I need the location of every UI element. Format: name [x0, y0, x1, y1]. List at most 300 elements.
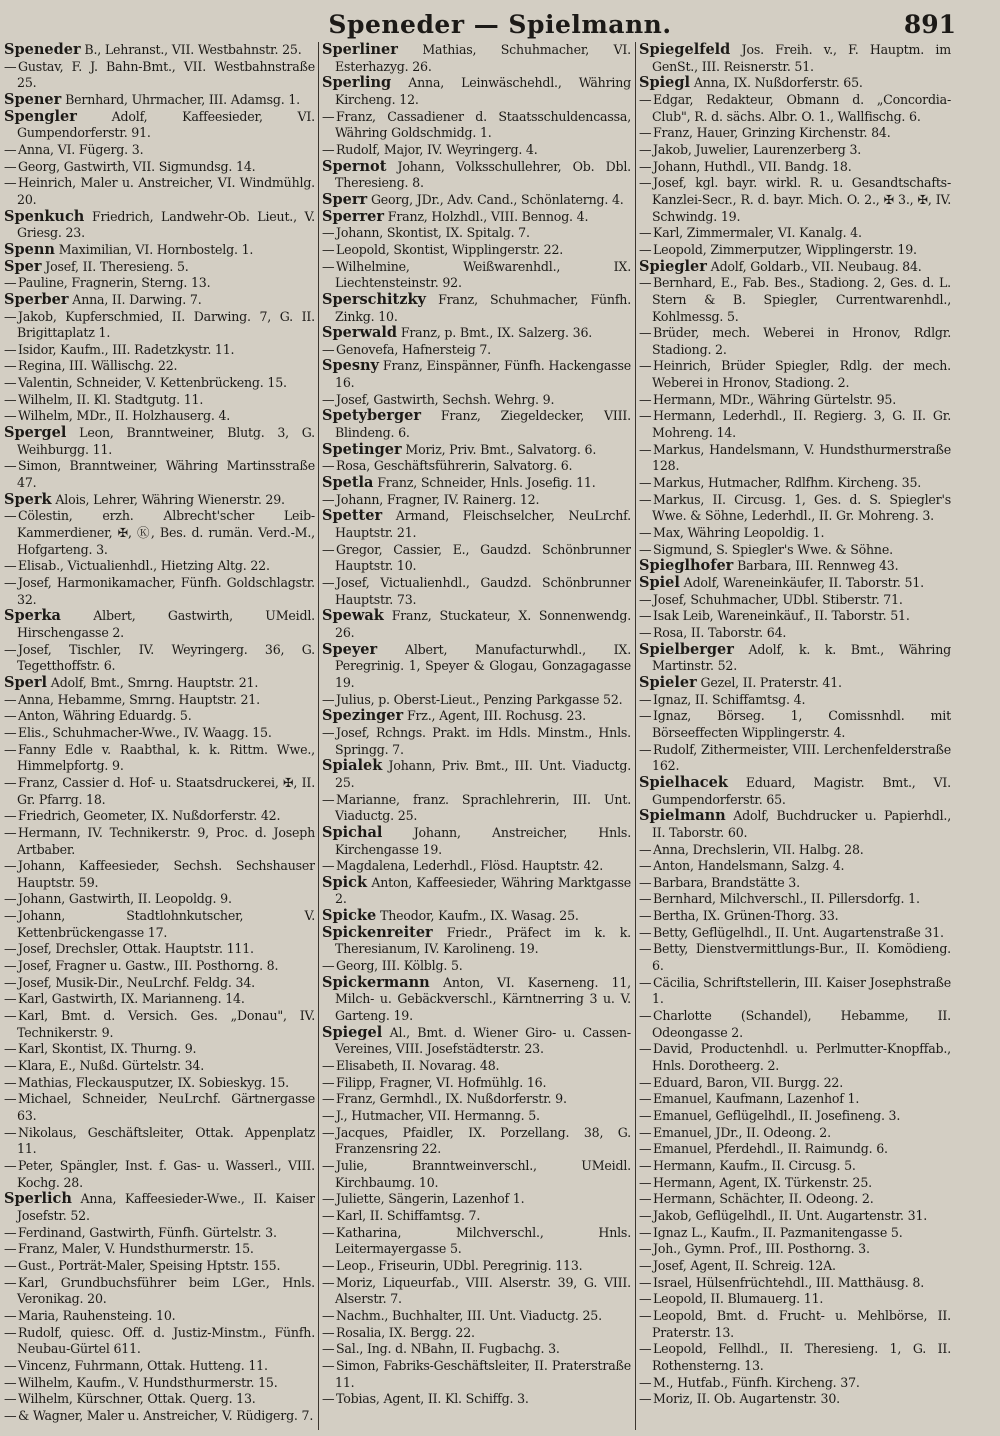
entry-details: Franz, Schuhmacher, Fünfh. Zinkg. 10.: [335, 291, 631, 324]
entry-surname: Sperliner: [322, 42, 398, 58]
directory-entry: [4, 692, 315, 709]
ditto-dash: —: [4, 1091, 17, 1107]
entry-details: Betty, Geflügelhdl., II. Unt. Augartenstraße 31.: [653, 924, 944, 940]
ditto-dash: —: [639, 241, 652, 257]
directory-entry: [4, 825, 315, 858]
ditto-dash: —: [4, 1324, 17, 1340]
directory-entry: [639, 492, 951, 525]
entry-details: Mathias, Fleckausputzer, IX. Sobieskyg. 15.: [18, 1074, 289, 1090]
ditto-dash: —: [4, 141, 17, 157]
directory-entry: [639, 775, 951, 808]
directory-entry: [4, 975, 315, 992]
ditto-dash: —: [639, 591, 652, 607]
entry-details: Adolf, Buchdrucker u. Papierhdl., II. Taborstr. 60.: [652, 808, 951, 840]
entry-details: Leopold, Skontist, Wipplingerstr. 22.: [336, 241, 564, 257]
entry-details: Al., Bmt. d. Wiener Giro- u. Cassen-Vereines, VIII. Josefstädterstr. 23.: [335, 1024, 631, 1057]
ditto-dash: —: [639, 175, 652, 191]
directory-entry: [639, 125, 951, 142]
entry-details: Anna, Kaffeesieder-Wwe., II. Kaiser Josefstr. 52.: [17, 1191, 315, 1223]
entry-details: Wilhelmine, Weißwarenhdl., IX. Liechtensteinstr. 92.: [335, 258, 631, 291]
directory-entry: [639, 1241, 951, 1258]
entry-details: Josef, Tischler, IV. Weyringerg. 36, G. Tegetthoffstr. 6.: [17, 641, 315, 674]
entry-details: Josef, Schuhmacher, UDbl. Stiberstr. 71.: [653, 591, 903, 607]
entry-details: Filipp, Fragner, VI. Hofmühlg. 16.: [336, 1074, 547, 1090]
ditto-dash: —: [639, 1257, 652, 1273]
entry-details: Jos. Freih. v., F. Hauptm. im GenSt., III. Reisnerstr. 51.: [652, 42, 951, 74]
entry-details: Bertha, IX. Grünen-Thorg. 33.: [653, 908, 839, 924]
entry-details: Karl, Grundbuchsführer beim LGer., Hnls. Veronikag. 20.: [17, 1274, 315, 1307]
entry-surname: Spick: [322, 873, 367, 891]
directory-entry: [639, 242, 951, 259]
directory-entry: [639, 325, 951, 358]
ditto-dash: —: [322, 341, 335, 357]
directory-entry: [639, 408, 951, 441]
ditto-dash: —: [639, 358, 652, 374]
directory-entry: [322, 1358, 631, 1391]
directory-entry: [4, 558, 315, 575]
entry-details: Franz, Einspänner, Fünfh. Hackengasse 16.: [335, 358, 631, 391]
entry-details: Max, Währing Leopoldig. 1.: [653, 525, 825, 541]
entry-details: Albert, Gastwirth, UMeidl. Hirschengasse 2.: [17, 608, 315, 640]
entry-details: Edgar, Redakteur, Obmann d. „Concordia-Club", R. d. sächs. Albr. O. 1., Wallfischg. 6.: [652, 91, 951, 124]
entry-details: Simon, Branntweiner, Währing Martinsstraße 47.: [17, 458, 315, 491]
entry-details: Franz, Stuckateur, X. Sonnenwendg. 26.: [335, 608, 631, 640]
entry-details: Albert, Manufacturwhdl., IX. Peregrinig. 1, Speyer & Glogau, Gonzagagasse 19.: [335, 641, 631, 690]
ditto-dash: —: [322, 1157, 335, 1173]
entry-details: Adolf, Goldarb., VII. Neubaug. 84.: [710, 258, 922, 274]
entry-details: Moriz, Priv. Bmt., Salvatorg. 6.: [405, 441, 597, 457]
ditto-dash: —: [639, 1008, 652, 1024]
entry-surname: Spiegelfeld: [639, 42, 731, 58]
entry-details: Leon, Branntweiner, Blutg. 3, G. Weihburgg. 11.: [17, 425, 315, 457]
entry-details: Anna, VI. Fügerg. 3.: [18, 141, 144, 157]
directory-entry: [639, 1008, 951, 1041]
ditto-dash: —: [4, 158, 17, 174]
ditto-dash: —: [322, 1191, 335, 1207]
entry-details: Maria, Rauhensteing. 10.: [18, 1307, 176, 1323]
directory-entry: [322, 408, 631, 441]
column-2: [322, 42, 631, 1430]
entry-surname: Spetinger: [322, 440, 402, 458]
ditto-dash: —: [639, 1374, 652, 1390]
ditto-dash: —: [4, 808, 17, 824]
ditto-dash: —: [639, 525, 652, 541]
ditto-dash: —: [4, 908, 17, 924]
directory-entry: [322, 608, 631, 641]
entry-details: Johann, Anstreicher, Hnls. Kirchengasse 19.: [335, 824, 631, 857]
directory-entry: [4, 1075, 315, 1092]
directory-entry: [4, 508, 315, 558]
directory-entry: [4, 1325, 315, 1358]
ditto-dash: —: [322, 1257, 335, 1273]
ditto-dash: —: [4, 741, 17, 757]
entry-details: Markus, Hutmacher, Rdlfhm. Kircheng. 35.: [653, 475, 922, 491]
entry-details: Anna, Hebamme, Smrng. Hauptstr. 21.: [18, 691, 260, 707]
entry-surname: Spickermann: [322, 973, 430, 991]
directory-entry: [322, 458, 631, 475]
ditto-dash: —: [322, 1224, 335, 1240]
directory-entry: [322, 159, 631, 192]
directory-entry: [639, 592, 951, 609]
directory-entry: [639, 642, 951, 675]
entry-details: Markus, Handelsmann, V. Hundsthurmerstraße 128.: [652, 441, 951, 474]
entry-details: Josef, Rchngs. Prakt. im Hdls. Minstm., Hnls. Springg. 7.: [335, 724, 631, 757]
ditto-dash: —: [639, 1041, 652, 1057]
entry-details: Rosa, Geschäftsführerin, Salvatorg. 6.: [336, 458, 573, 474]
ditto-dash: —: [4, 1074, 17, 1090]
ditto-dash: —: [4, 824, 17, 840]
ditto-dash: —: [322, 958, 335, 974]
entry-details: Moriz, Liqueurfab., VIII. Alserstr. 39, G. VIII. Alserstr. 7.: [335, 1274, 631, 1307]
directory-entry: [639, 1225, 951, 1242]
entry-details: Gustav, F. J. Bahn-Bmt., VII. Westbahnstraße 25.: [17, 58, 315, 91]
entry-details: Anton, VI. Kaserneng. 11, Milch- u. Gebäckverschl., Kärntnerring 3 u. V. Garteng. 19.: [335, 974, 631, 1024]
entry-surname: Spetla: [322, 474, 374, 492]
ditto-dash: —: [4, 974, 17, 990]
directory-entry: [4, 358, 315, 375]
directory-entry: [639, 891, 951, 908]
ditto-dash: —: [4, 408, 17, 424]
directory-entry: [639, 1125, 951, 1142]
entry-surname: Speyer: [322, 640, 378, 658]
ditto-dash: —: [4, 941, 17, 957]
ditto-dash: —: [322, 1274, 335, 1290]
entry-details: Franz, Ziegeldecker, VIII. Blindeng. 6.: [335, 408, 631, 441]
column-divider: [318, 42, 319, 1430]
directory-entry: [639, 1258, 951, 1275]
directory-entry: [322, 925, 631, 958]
entry-details: Josef, kgl. bayr. wirkl. R. u. Gesandtschafts-Kanzlei-Secr., R. d. bayr. Mich. O. 2., ✠ 3., ✠, IV. Schwindg. 19.: [652, 175, 951, 224]
directory-entry: [322, 542, 631, 575]
entry-details: Emanuel, Pferdehdl., II. Raimundg. 6.: [653, 1141, 888, 1157]
directory-entry: [4, 1258, 315, 1275]
entry-details: Johann, Kaffeesieder, Sechsh. Sechshauser Hauptstr. 59.: [17, 858, 315, 890]
ditto-dash: —: [639, 924, 652, 940]
ditto-dash: —: [4, 1257, 17, 1273]
entry-surname: Sperschitzky: [322, 290, 426, 308]
ditto-dash: —: [4, 175, 17, 191]
entry-details: Anna, IX. Nußdorferstr. 65.: [693, 75, 863, 91]
directory-entry: [639, 808, 951, 841]
directory-entry: [4, 42, 315, 59]
entry-details: Hermann, Schächter, II. Odeong. 2.: [653, 1191, 874, 1207]
directory-entry: [639, 575, 951, 592]
entry-surname: Spialek: [322, 757, 383, 775]
ditto-dash: —: [4, 1307, 17, 1323]
entry-details: Julie, Branntweinverschl., UMeidl. Kirchbaumg. 10.: [335, 1157, 631, 1190]
entry-surname: Spetter: [322, 507, 383, 525]
entry-details: Franz, Cassier d. Hof- u. Staatsdruckerei, ✠, II. Gr. Pfarrg. 18.: [17, 774, 315, 807]
ditto-dash: —: [322, 1324, 335, 1340]
directory-entry: [322, 1108, 631, 1125]
entry-details: Emanuel, JDr., II. Odeong. 2.: [653, 1124, 831, 1140]
directory-entry: [639, 675, 951, 692]
ditto-dash: —: [4, 1157, 17, 1173]
entry-surname: Spieler: [639, 673, 697, 691]
entry-details: Georg, III. Kölblg. 5.: [336, 958, 463, 974]
ditto-dash: —: [639, 441, 652, 457]
entry-details: Johann, Priv. Bmt., III. Unt. Viaductg. 25.: [335, 758, 631, 790]
directory-entry: [4, 1158, 315, 1191]
directory-entry: [322, 975, 631, 1025]
directory-entry: [639, 92, 951, 125]
entry-details: Peter, Spängler, Inst. f. Gas- u. Wasserl., VIII. Kochg. 28.: [17, 1157, 315, 1190]
ditto-dash: —: [4, 358, 17, 374]
entry-details: Josef, Drechsler, Ottak. Hauptstr. 111.: [18, 941, 254, 957]
directory-entry: [4, 808, 315, 825]
entry-surname: Spenn: [4, 240, 55, 258]
entry-details: Johann, Skontist, IX. Spitalg. 7.: [336, 225, 530, 241]
entry-details: Barbara, III. Rennweg 43.: [737, 558, 899, 574]
entry-details: Hermann, IV. Technikerstr. 9, Proc. d. Joseph Artbaber.: [17, 824, 315, 857]
entry-surname: Spichal: [322, 823, 383, 841]
entry-details: Josef, Gastwirth, Sechsh. Wehrg. 9.: [336, 391, 555, 407]
entry-surname: Spielmann: [639, 807, 726, 825]
entry-details: Rudolf, Zithermeister, VIII. Lerchenfelderstraße 162.: [652, 741, 951, 774]
directory-entry: [4, 742, 315, 775]
ditto-dash: —: [322, 1074, 335, 1090]
ditto-dash: —: [322, 225, 335, 241]
directory-entry: [639, 858, 951, 875]
directory-entry: [322, 109, 631, 142]
ditto-dash: —: [322, 258, 335, 274]
directory-entry: [639, 742, 951, 775]
entry-details: Moriz, II. Ob. Augartenstr. 30.: [653, 1391, 840, 1407]
ditto-dash: —: [4, 958, 17, 974]
directory-entry: [4, 209, 315, 242]
entry-surname: Spetyberger: [322, 407, 421, 425]
entry-details: Josef, Victualienhdl., Gaudzd. Schönbrunner Hauptstr. 73.: [335, 575, 631, 607]
directory-entry: [639, 908, 951, 925]
entry-details: Armand, Fleischselcher, NeuLrchf. Hauptstr. 21.: [335, 508, 631, 541]
directory-entry: [639, 525, 951, 542]
entry-details: Johann, Gastwirth, II. Leopoldg. 9.: [18, 891, 232, 907]
entry-details: Betty, Dienstvermittlungs-Bur., II. Komödieng. 6.: [652, 941, 951, 974]
entry-details: & Wagner, Maler u. Anstreicher, V. Rüdigerg. 7.: [18, 1407, 314, 1423]
ditto-dash: —: [322, 691, 335, 707]
entry-details: Karl, Bmt. d. Versich. Ges. „Donau", IV. Technikerstr. 9.: [17, 1008, 315, 1040]
directory-entry: [322, 292, 631, 325]
directory-entry: [4, 725, 315, 742]
directory-entry: [639, 1158, 951, 1175]
ditto-dash: —: [322, 791, 335, 807]
ditto-dash: —: [322, 1357, 335, 1373]
ditto-dash: —: [639, 1141, 652, 1157]
ditto-dash: —: [4, 1008, 17, 1024]
directory-entry: [639, 708, 951, 741]
entry-details: Sal., Ing. d. NBahn, II. Fugbachg. 3.: [336, 1341, 560, 1357]
directory-entry: [322, 325, 631, 342]
directory-entry: [4, 109, 315, 142]
directory-entry: [322, 858, 631, 875]
entry-surname: Sperlich: [4, 1190, 72, 1208]
ditto-dash: —: [4, 708, 17, 724]
entry-details: Hermann, Agent, IX. Türkenstr. 25.: [653, 1174, 872, 1190]
entry-details: Elisab., Victualienhdl., Hietzing Altg. 22.: [18, 558, 270, 574]
ditto-dash: —: [322, 1108, 335, 1123]
entry-details: Friedrich, Landwehr-Ob. Lieut., V. Griesg. 23.: [17, 208, 315, 241]
directory-entry: [639, 1341, 951, 1374]
entry-details: Leopold, II. Blumauerg. 11.: [653, 1291, 824, 1307]
directory-entry: [639, 1375, 951, 1392]
entry-details: Wilhelm, Kürschner, Ottak. Querg. 13.: [18, 1391, 256, 1407]
ditto-dash: —: [4, 375, 17, 391]
directory-entry: [4, 1358, 315, 1375]
directory-entry: [4, 958, 315, 975]
entry-details: Anna, II. Darwing. 7.: [72, 291, 202, 307]
directory-entry: [639, 925, 951, 942]
entry-details: Heinrich, Maler u. Anstreicher, VI. Windmühlg. 20.: [17, 175, 315, 207]
entry-details: Ignaz, Börseg. 1, Comissnhdl. mit Börseeffecten Wipplingerstr. 4.: [652, 708, 951, 740]
ditto-dash: —: [4, 341, 17, 357]
directory-entry: [322, 792, 631, 825]
ditto-dash: —: [639, 1191, 652, 1207]
entry-surname: Spickenreiter: [322, 923, 433, 941]
entry-details: Johann, Stadtlohnkutscher, V. Kettenbrückengasse 17.: [17, 908, 315, 940]
entry-surname: Sperber: [4, 290, 69, 308]
entry-details: Eduard, Magistr. Bmt., VI. Gumpendorferstr. 65.: [652, 774, 951, 807]
ditto-dash: —: [639, 1074, 652, 1090]
directory-entry: [4, 908, 315, 941]
entry-details: Adolf, Bmt., Smrng. Hauptstr. 21.: [50, 674, 259, 690]
ditto-dash: —: [4, 891, 17, 907]
ditto-dash: —: [322, 241, 335, 257]
ditto-dash: —: [639, 908, 652, 924]
ditto-dash: —: [4, 58, 17, 74]
entry-details: Rosa, II. Taborstr. 64.: [653, 624, 787, 640]
ditto-dash: —: [4, 1124, 17, 1140]
entry-details: Emanuel, Kaufmann, Lazenhof 1.: [653, 1091, 860, 1107]
directory-entry: [639, 842, 951, 859]
ditto-dash: —: [639, 1108, 652, 1123]
entry-details: Juliette, Sängerin, Lazenhof 1.: [336, 1191, 525, 1207]
entry-surname: Spiegel: [322, 1023, 383, 1041]
entry-details: M., Hutfab., Fünfh. Kircheng. 37.: [653, 1374, 860, 1390]
directory-entry: [4, 492, 315, 509]
directory-entry: [4, 259, 315, 276]
page-title: Speneder — Spielmann.: [328, 10, 672, 39]
entry-details: Franz, Holzhdl., VIII. Bennog. 4.: [387, 208, 589, 224]
directory-entry: [322, 242, 631, 259]
directory-entry: [322, 209, 631, 226]
ditto-dash: —: [639, 1291, 652, 1307]
ditto-dash: —: [639, 624, 652, 640]
entry-details: Jakob, Kupferschmied, II. Darwing. 7, G. II. Brigittaplatz 1.: [17, 308, 315, 341]
directory-entry: [4, 1241, 315, 1258]
ditto-dash: —: [4, 391, 17, 407]
directory-entry: [322, 758, 631, 791]
entry-details: Vincenz, Fuhrmann, Ottak. Hutteng. 11.: [18, 1357, 268, 1373]
entry-details: Karl, Zimmermaler, VI. Kanalg. 4.: [653, 225, 862, 241]
entry-surname: Spenkuch: [4, 207, 85, 225]
entry-surname: Sperling: [322, 74, 392, 92]
directory-entry: [639, 259, 951, 276]
ditto-dash: —: [639, 1091, 652, 1107]
entry-surname: Sperr: [322, 190, 368, 208]
entry-surname: Speneder: [4, 42, 81, 58]
entry-details: Josef, Fragner u. Gastw., III. Posthorng. 8.: [18, 958, 279, 974]
directory-entry: [639, 358, 951, 391]
directory-entry: [322, 692, 631, 709]
ditto-dash: —: [639, 608, 652, 624]
entry-surname: Sperwald: [322, 324, 397, 342]
entry-details: Franz, Schneider, Hnls. Josefig. 11.: [377, 475, 596, 491]
entry-details: Klara, E., Nußd. Gürtelstr. 34.: [18, 1058, 205, 1074]
ditto-dash: —: [639, 1307, 652, 1323]
directory-entry: [639, 692, 951, 709]
ditto-dash: —: [639, 1391, 652, 1407]
directory-entry: [639, 1275, 951, 1292]
directory-entry: [4, 375, 315, 392]
directory-entry: [4, 941, 315, 958]
ditto-dash: —: [639, 858, 652, 874]
entry-details: Mathias, Schuhmacher, VI. Esterhazyg. 26.: [335, 42, 631, 74]
entry-details: Rudolf, quiesc. Off. d. Justiz-Minstm., Fünfh. Neubau-Gürtel 611.: [17, 1324, 315, 1357]
ditto-dash: —: [322, 1207, 335, 1223]
entry-details: Anna, Leinwäschehdl., Währing Kircheng. 12.: [335, 75, 631, 107]
directory-entry: [322, 725, 631, 758]
directory-entry: [639, 1075, 951, 1092]
directory-entry: [4, 142, 315, 159]
ditto-dash: —: [4, 575, 17, 590]
directory-entry: [639, 1208, 951, 1225]
directory-entry: [322, 1391, 631, 1408]
directory-entry: [4, 1375, 315, 1392]
directory-entry: [322, 192, 631, 209]
entry-surname: Spiegl: [639, 74, 690, 92]
ditto-dash: —: [639, 541, 652, 557]
entry-details: Charlotte (Schandel), Hebamme, II. Odeongasse 2.: [652, 1008, 951, 1040]
directory-entry: [4, 608, 315, 641]
ditto-dash: —: [639, 691, 652, 707]
directory-entry: [4, 1225, 315, 1242]
ditto-dash: —: [4, 1041, 17, 1057]
entry-details: Franz, Cassadiener d. Staatsschuldencassa, Währing Goldschmidg. 1.: [335, 108, 631, 141]
directory-entry: [322, 225, 631, 242]
directory-entry: [639, 142, 951, 159]
ditto-dash: —: [4, 458, 17, 474]
entry-details: Elisabeth, II. Novarag. 48.: [336, 1058, 500, 1074]
entry-details: B., Lehranst., VII. Westbahnstr. 25.: [84, 42, 302, 57]
entry-details: Hermann, Lederhdl., II. Regierg. 3, G. II. Gr. Mohreng. 14.: [652, 408, 951, 441]
entry-details: David, Productenhdl. u. Perlmutter-Knopffab., Hnls. Dorotheerg. 2.: [652, 1041, 951, 1074]
entry-details: Gezel, II. Praterstr. 41.: [700, 674, 842, 690]
entry-details: Johann, Huthdl., VII. Bandg. 18.: [653, 158, 852, 174]
directory-entry: [4, 92, 315, 109]
entry-details: Magdalena, Lederhdl., Flösd. Hauptstr. 42.: [336, 858, 604, 874]
entry-surname: Spergel: [4, 424, 67, 442]
entry-details: Friedr., Präfect im k. k. Theresianum, IV. Karolineng. 19.: [335, 924, 631, 957]
entry-details: Johann, Volksschullehrer, Ob. Dbl. Theresieng. 8.: [335, 158, 631, 191]
entry-surname: Sperrer: [322, 207, 384, 225]
directory-entry: [4, 59, 315, 92]
directory-entry: [639, 159, 951, 176]
entry-details: Hermann, MDr., Währing Gürtelstr. 95.: [653, 391, 896, 407]
ditto-dash: —: [639, 1124, 652, 1140]
entry-surname: Sperka: [4, 607, 61, 625]
entry-details: Josef, Agent, II. Schreig. 12A.: [653, 1257, 836, 1273]
ditto-dash: —: [4, 1391, 17, 1407]
ditto-dash: —: [639, 1174, 652, 1190]
directory-entry: [4, 175, 315, 208]
directory-entry: [322, 392, 631, 409]
ditto-dash: —: [639, 1224, 652, 1240]
directory-entry: [4, 292, 315, 309]
ditto-dash: —: [4, 858, 17, 874]
entry-details: Barbara, Brandstätte 3.: [653, 874, 800, 890]
ditto-dash: —: [4, 1374, 17, 1390]
entry-details: Cölestin, erzh. Albrecht'scher Leib-Kammerdiener, ✠, Ⓚ, Bes. d. rumän. Verd.-M., Hofgarteng. 3.: [17, 508, 315, 557]
